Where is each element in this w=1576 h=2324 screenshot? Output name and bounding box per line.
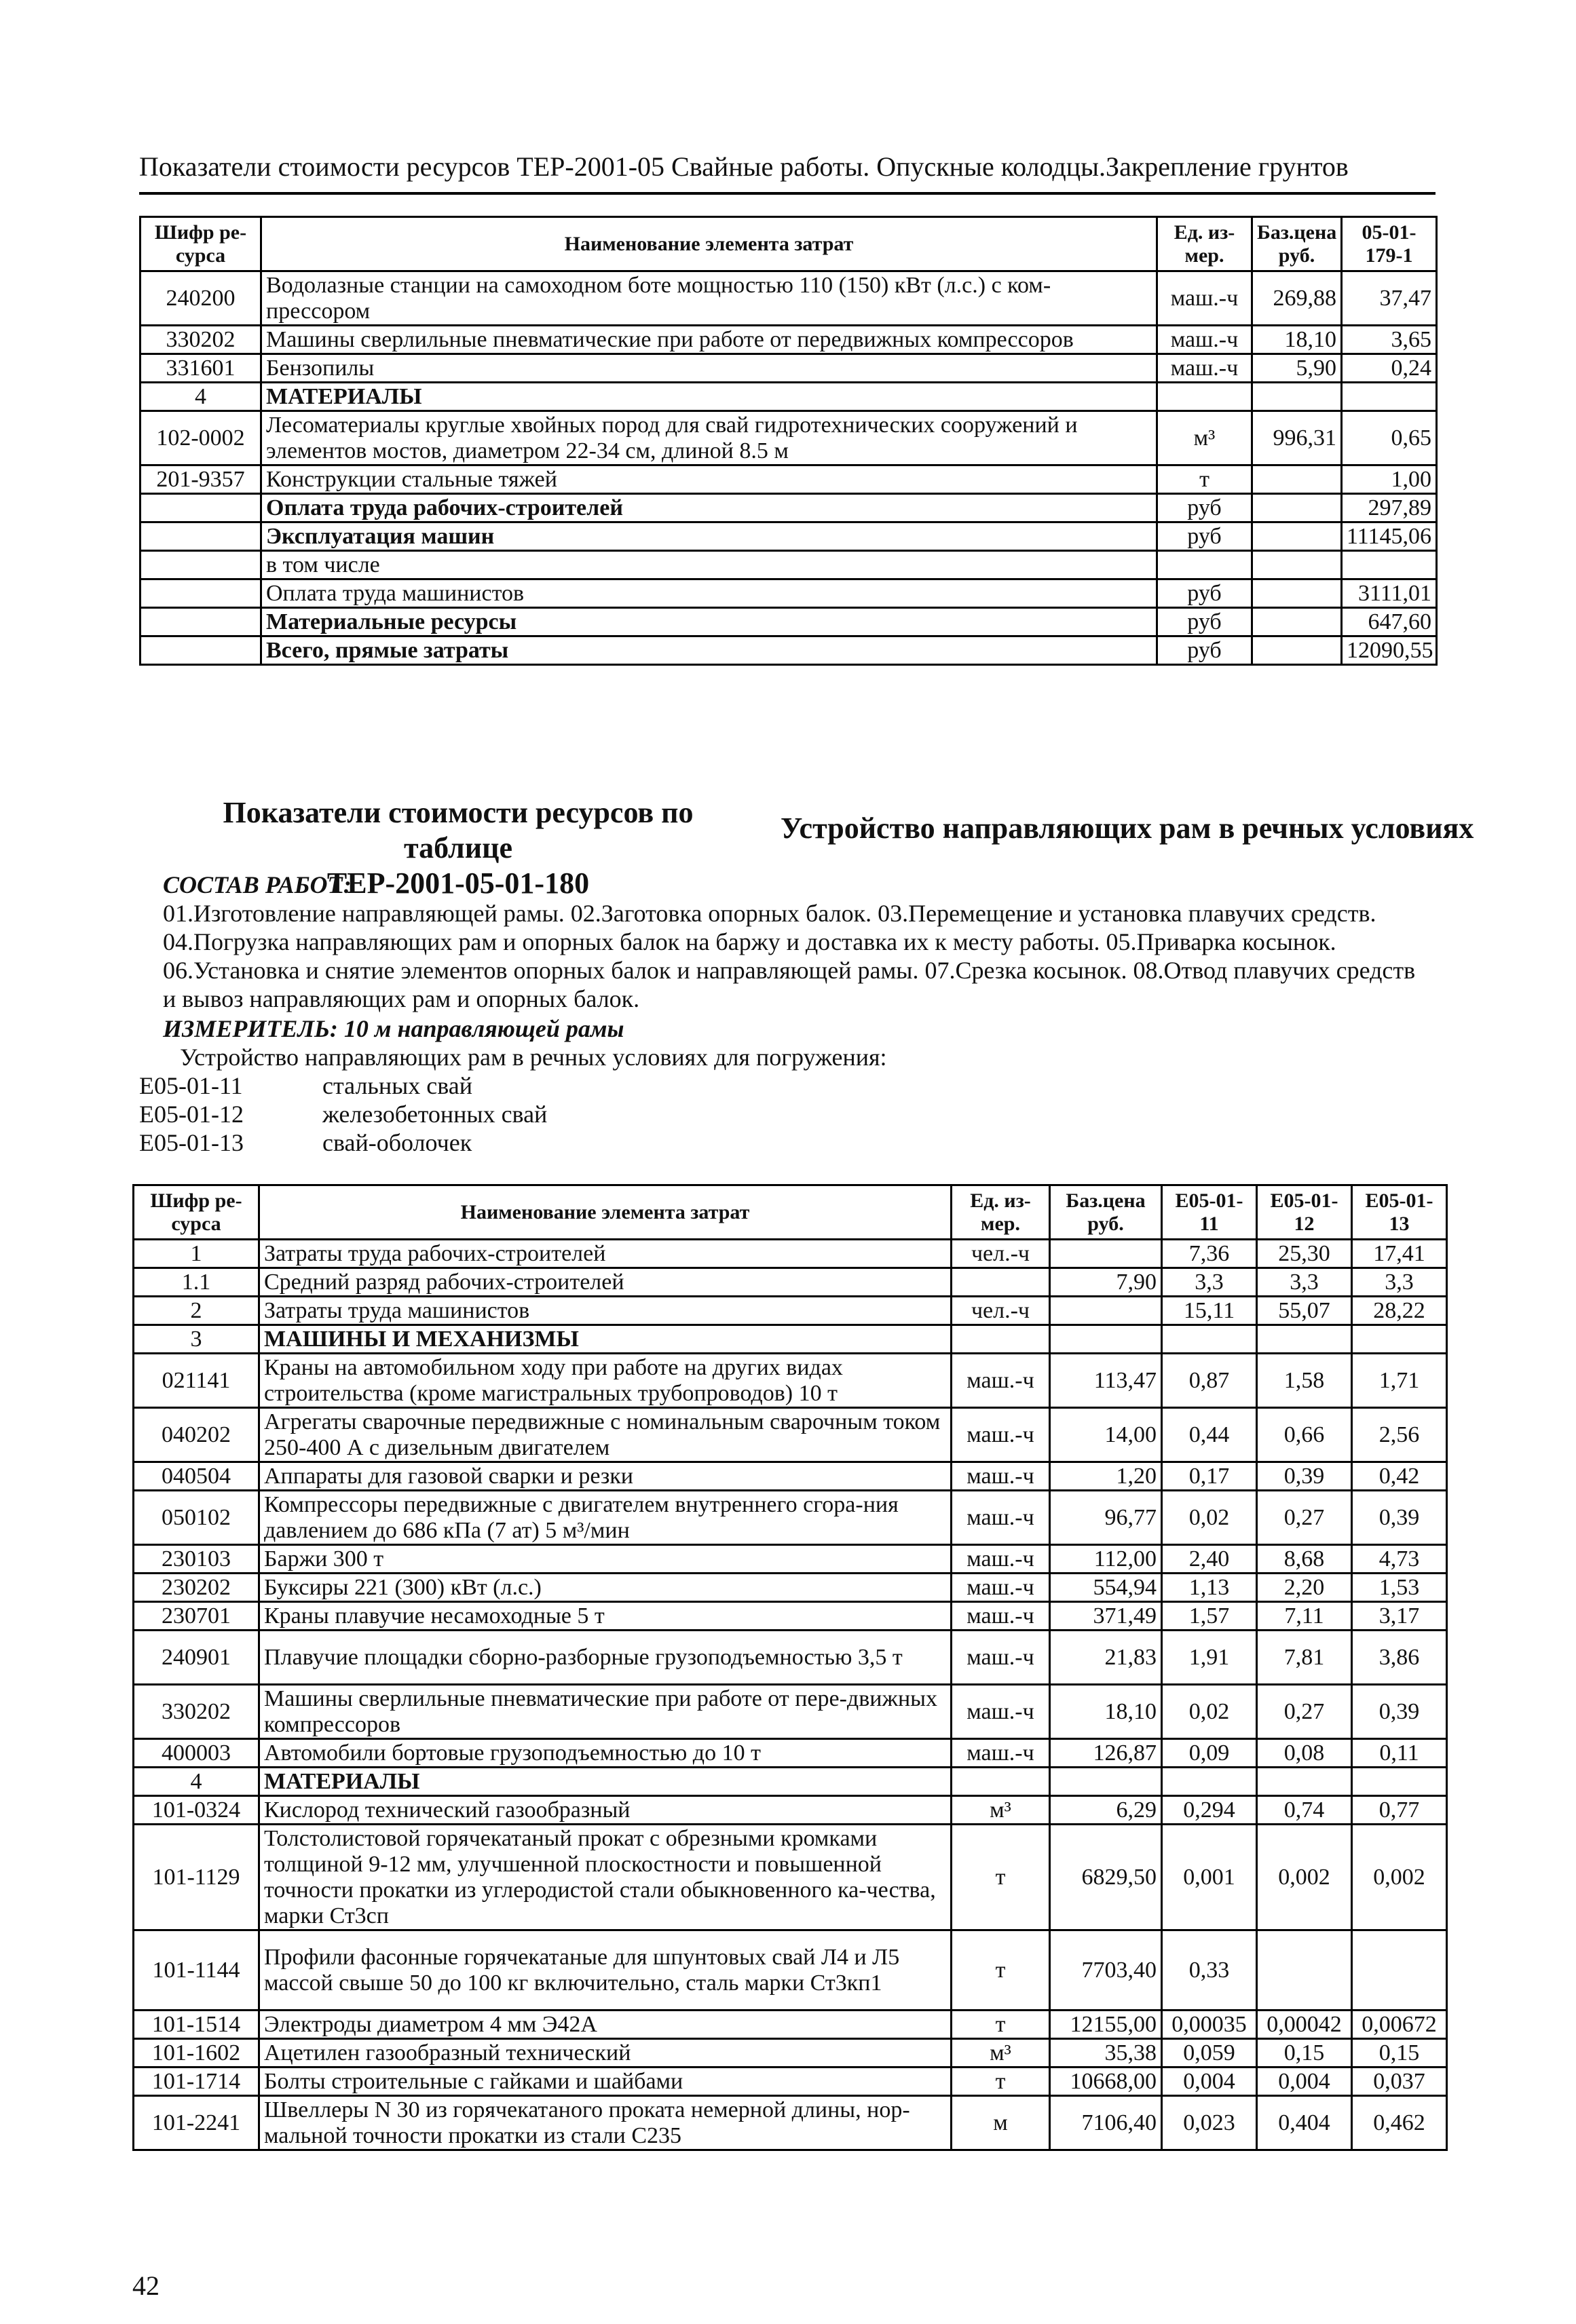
col-header-code: Шифр ре-сурса xyxy=(134,1185,259,1240)
cell-value-1: 1,00 xyxy=(1342,465,1437,494)
header-rule xyxy=(139,192,1436,195)
cell-value-1 xyxy=(1162,1325,1257,1354)
cell-code: 101-1129 xyxy=(134,1825,259,1930)
cell-name: МАТЕРИАЛЫ xyxy=(261,383,1157,411)
cell-value-3: 0,39 xyxy=(1352,1685,1447,1739)
cell-unit: маш.-ч xyxy=(952,1602,1050,1631)
cell-unit: м³ xyxy=(952,2039,1050,2068)
cell-value-1: 7,36 xyxy=(1162,1240,1257,1268)
cell-price xyxy=(1252,383,1342,411)
col-header-unit: Ед. из-мер. xyxy=(952,1185,1050,1240)
cell-unit: чел.-ч xyxy=(952,1240,1050,1268)
cell-value-3 xyxy=(1352,1768,1447,1796)
cell-price xyxy=(1252,551,1342,579)
cell-name: МАШИНЫ И МЕХАНИЗМЫ xyxy=(259,1325,952,1354)
cell-value-1: 0,09 xyxy=(1162,1739,1257,1768)
cell-price: 126,87 xyxy=(1050,1739,1162,1768)
col-header-name: Наименование элемента затрат xyxy=(259,1185,952,1240)
section-title-line1: Показатели стоимости ресурсов по таблице xyxy=(223,796,694,864)
resource-table-2 xyxy=(132,1184,1448,2151)
cell-price xyxy=(1252,465,1342,494)
table-row xyxy=(140,411,1437,465)
cell-unit: чел.-ч xyxy=(952,1297,1050,1325)
cell-value-3: 28,22 xyxy=(1352,1297,1447,1325)
cell-unit: маш.-ч xyxy=(952,1491,1050,1545)
cell-value-1: 1,91 xyxy=(1162,1631,1257,1685)
cell-value-2: 0,00042 xyxy=(1257,2011,1352,2039)
table-row xyxy=(140,522,1437,551)
cell-value-1: 0,44 xyxy=(1162,1408,1257,1462)
cell-unit: маш.-ч xyxy=(1157,271,1252,326)
sostav-line-4: и вывоз направляющих рам и опорных балок. xyxy=(163,985,640,1012)
cell-code: 230202 xyxy=(134,1574,259,1602)
cell-unit: маш.-ч xyxy=(952,1354,1050,1408)
cell-value-3: 0,002 xyxy=(1352,1825,1447,1930)
table-row xyxy=(140,636,1437,665)
cell-name: Баржи 300 т xyxy=(259,1545,952,1574)
cell-price: 18,10 xyxy=(1050,1685,1162,1739)
table-row xyxy=(134,1408,1447,1462)
cell-code: 101-1514 xyxy=(134,2011,259,2039)
cell-value-2: 2,20 xyxy=(1257,1574,1352,1602)
cell-price xyxy=(1252,636,1342,665)
cell-value-1: 1,13 xyxy=(1162,1574,1257,1602)
table-row xyxy=(134,2039,1447,2068)
cell-price: 18,10 xyxy=(1252,326,1342,354)
cell-unit xyxy=(1157,551,1252,579)
cell-code xyxy=(140,551,261,579)
cell-value-2 xyxy=(1257,1768,1352,1796)
cell-unit: м xyxy=(952,2096,1050,2150)
item-code-2: Е05-01-12 xyxy=(139,1101,244,1128)
cell-price: 10668,00 xyxy=(1050,2068,1162,2096)
cell-value-1 xyxy=(1342,383,1437,411)
col-header-e05-01-13: Е05-01-13 xyxy=(1352,1185,1447,1240)
cell-value-3: 3,86 xyxy=(1352,1631,1447,1685)
cell-code: 400003 xyxy=(134,1739,259,1768)
cell-name: Электроды диаметром 4 мм Э42А xyxy=(259,2011,952,2039)
cell-value-1: 0,02 xyxy=(1162,1491,1257,1545)
cell-code: 240200 xyxy=(140,271,261,326)
cell-code: 021141 xyxy=(134,1354,259,1408)
table-row xyxy=(134,1685,1447,1739)
table-row xyxy=(134,1796,1447,1825)
cell-unit xyxy=(952,1768,1050,1796)
cell-value-2: 0,39 xyxy=(1257,1462,1352,1491)
cell-code: 102-0002 xyxy=(140,411,261,465)
item-code-1: Е05-01-11 xyxy=(139,1072,243,1099)
resource-table-1 xyxy=(139,216,1438,666)
table-row xyxy=(134,1602,1447,1631)
col-header-e05-01-12: Е05-01-12 xyxy=(1257,1185,1352,1240)
table-row xyxy=(134,2011,1447,2039)
table-row xyxy=(134,1574,1447,1602)
cell-name: МАТЕРИАЛЫ xyxy=(259,1768,952,1796)
cell-unit: руб xyxy=(1157,608,1252,636)
cell-unit: руб xyxy=(1157,522,1252,551)
col-header-value: 05-01-179-1 xyxy=(1342,217,1437,271)
cell-code: 101-1714 xyxy=(134,2068,259,2096)
cell-value-1: 15,11 xyxy=(1162,1297,1257,1325)
table-row xyxy=(134,1631,1447,1685)
cell-unit: маш.-ч xyxy=(1157,354,1252,383)
table-row xyxy=(134,1768,1447,1796)
table-row xyxy=(134,1297,1447,1325)
cell-name: Краны на автомобильном ходу при работе на других видах строительства (кроме магистральных трубопроводов) 10 т xyxy=(259,1354,952,1408)
cell-value-1: 297,89 xyxy=(1342,494,1437,522)
cell-code: 2 xyxy=(134,1297,259,1325)
cell-value-2: 0,74 xyxy=(1257,1796,1352,1825)
cell-code: 101-2241 xyxy=(134,2096,259,2150)
table-row xyxy=(140,326,1437,354)
cell-price xyxy=(1252,522,1342,551)
cell-value-1 xyxy=(1162,1768,1257,1796)
cell-value-2: 0,404 xyxy=(1257,2096,1352,2150)
cell-price: 371,49 xyxy=(1050,1602,1162,1631)
table-row xyxy=(134,1930,1447,2011)
cell-unit: м³ xyxy=(1157,411,1252,465)
cell-code: 331601 xyxy=(140,354,261,383)
cell-value-3: 0,00672 xyxy=(1352,2011,1447,2039)
item-code-3: Е05-01-13 xyxy=(139,1129,244,1156)
cell-price: 112,00 xyxy=(1050,1545,1162,1574)
col-header-price: Баз.цена руб. xyxy=(1252,217,1342,271)
cell-name: Машины сверлильные пневматические при работе от пере-движных компрессоров xyxy=(259,1685,952,1739)
cell-value-1: 2,40 xyxy=(1162,1545,1257,1574)
cell-code: 1.1 xyxy=(134,1268,259,1297)
cell-value-3: 0,037 xyxy=(1352,2068,1447,2096)
page-number: 42 xyxy=(132,2270,160,2301)
cell-unit: маш.-ч xyxy=(952,1685,1050,1739)
item-text-3: свай-оболочек xyxy=(322,1129,472,1156)
cell-value-3 xyxy=(1352,1930,1447,2011)
sostav-line-1: 01.Изготовление направляющей рамы. 02.Заготовка опорных балок. 03.Перемещение и установка плавучих средств. xyxy=(163,900,1376,927)
cell-value-1: 0,004 xyxy=(1162,2068,1257,2096)
cell-value-1: 647,60 xyxy=(1342,608,1437,636)
cell-value-1: 0,87 xyxy=(1162,1354,1257,1408)
cell-name: Машины сверлильные пневматические при работе от передвижных компрессоров xyxy=(261,326,1157,354)
table-row xyxy=(134,1491,1447,1545)
cell-value-1: 37,47 xyxy=(1342,271,1437,326)
cell-value-3: 0,15 xyxy=(1352,2039,1447,2068)
table-row xyxy=(140,465,1437,494)
cell-value-3: 1,53 xyxy=(1352,1574,1447,1602)
cell-code xyxy=(140,608,261,636)
cell-name: Ацетилен газообразный технический xyxy=(259,2039,952,2068)
cell-price: 269,88 xyxy=(1252,271,1342,326)
cell-code: 050102 xyxy=(134,1491,259,1545)
cell-unit: маш.-ч xyxy=(952,1545,1050,1574)
cell-price: 113,47 xyxy=(1050,1354,1162,1408)
cell-value-3: 0,77 xyxy=(1352,1796,1447,1825)
cell-price: 12155,00 xyxy=(1050,2011,1162,2039)
cell-name: Лесоматериалы круглые хвойных пород для свай гидротехнических сооружений и элементов мостов, диаметром 22-34 см, длиной 8.5 м xyxy=(261,411,1157,465)
cell-price: 7,90 xyxy=(1050,1268,1162,1297)
cell-code: 4 xyxy=(140,383,261,411)
cell-unit: руб xyxy=(1157,494,1252,522)
cell-value-2: 0,002 xyxy=(1257,1825,1352,1930)
cell-name: Профили фасонные горячекатаные для шпунтовых свай Л4 и Л5 массой свыше 50 до 100 кг включительно, сталь марки Ст3кп1 xyxy=(259,1930,952,2011)
cell-unit: маш.-ч xyxy=(952,1739,1050,1768)
table-row xyxy=(134,2068,1447,2096)
cell-name: Затраты труда машинистов xyxy=(259,1297,952,1325)
cell-price: 7703,40 xyxy=(1050,1930,1162,2011)
cell-value-3: 0,11 xyxy=(1352,1739,1447,1768)
table-row xyxy=(140,551,1437,579)
cell-code: 201-9357 xyxy=(140,465,261,494)
cell-name: Кислород технический газообразный xyxy=(259,1796,952,1825)
cell-value-3: 17,41 xyxy=(1352,1240,1447,1268)
cell-code: 230103 xyxy=(134,1545,259,1574)
cell-price: 5,90 xyxy=(1252,354,1342,383)
cell-value-2: 55,07 xyxy=(1257,1297,1352,1325)
cell-value-1: 0,02 xyxy=(1162,1685,1257,1739)
cell-price: 6,29 xyxy=(1050,1796,1162,1825)
cell-price: 554,94 xyxy=(1050,1574,1162,1602)
cell-unit xyxy=(1157,383,1252,411)
table-row xyxy=(140,271,1437,326)
table-row xyxy=(140,383,1437,411)
cell-name: Аппараты для газовой сварки и резки xyxy=(259,1462,952,1491)
cell-value-1: 0,65 xyxy=(1342,411,1437,465)
cell-unit xyxy=(952,1325,1050,1354)
cell-name: Краны плавучие несамоходные 5 т xyxy=(259,1602,952,1631)
cell-value-1: 11145,06 xyxy=(1342,522,1437,551)
cell-price: 14,00 xyxy=(1050,1408,1162,1462)
cell-value-2: 0,27 xyxy=(1257,1491,1352,1545)
sostav-label: СОСТАВ РАБОТ: xyxy=(163,871,352,898)
cell-code: 040202 xyxy=(134,1408,259,1462)
izmeritel: ИЗМЕРИТЕЛЬ: 10 м направляющей рамы xyxy=(163,1015,624,1042)
cell-value-3: 1,71 xyxy=(1352,1354,1447,1408)
cell-name: Затраты труда рабочих-строителей xyxy=(259,1240,952,1268)
table-row xyxy=(140,494,1437,522)
item-text-1: стальных свай xyxy=(322,1072,473,1099)
cell-price xyxy=(1252,579,1342,608)
cell-value-1 xyxy=(1342,551,1437,579)
cell-name: Материальные ресурсы xyxy=(261,608,1157,636)
cell-value-1: 0,059 xyxy=(1162,2039,1257,2068)
cell-value-2: 7,81 xyxy=(1257,1631,1352,1685)
cell-value-1: 3,3 xyxy=(1162,1268,1257,1297)
table-row xyxy=(134,1545,1447,1574)
cell-name: Агрегаты сварочные передвижные с номинальным сварочным током 250-400 А с дизельным двигателем xyxy=(259,1408,952,1462)
sostav-line-2: 04.Погрузка направляющих рам и опорных балок на баржу и доставка их к месту работы. 05.Приварка косынок. xyxy=(163,928,1336,955)
cell-name: Толстолистовой горячекатаный прокат с обрезными кромками толщиной 9-12 мм, улучшенной плоскостности и повышенной точности прокатки из углеродистой стали обыкновенного ка-чества, марки Ст3сп xyxy=(259,1825,952,1930)
cell-name: Средний разряд рабочих-строителей xyxy=(259,1268,952,1297)
cell-name: Бензопилы xyxy=(261,354,1157,383)
cell-value-3: 0,42 xyxy=(1352,1462,1447,1491)
cell-price: 1,20 xyxy=(1050,1462,1162,1491)
cell-value-2 xyxy=(1257,1930,1352,2011)
cell-name: Эксплуатация машин xyxy=(261,522,1157,551)
cell-value-2: 8,68 xyxy=(1257,1545,1352,1574)
cell-code: 240901 xyxy=(134,1631,259,1685)
table-row xyxy=(134,1325,1447,1354)
cell-code: 101-0324 xyxy=(134,1796,259,1825)
cell-name: Плавучие площадки сборно-разборные грузоподъемностью 3,5 т xyxy=(259,1631,952,1685)
cell-value-3: 0,462 xyxy=(1352,2096,1447,2150)
cell-price xyxy=(1252,608,1342,636)
cell-name: Швеллеры N 30 из горячекатаного проката немерной длины, нор-мальной точности прокатки из стали С235 xyxy=(259,2096,952,2150)
cell-value-3: 0,39 xyxy=(1352,1491,1447,1545)
col-header-e05-01-11: Е05-01-11 xyxy=(1162,1185,1257,1240)
cell-value-2: 0,66 xyxy=(1257,1408,1352,1462)
cell-unit: руб xyxy=(1157,636,1252,665)
cell-name: Автомобили бортовые грузоподъемностью до 10 т xyxy=(259,1739,952,1768)
cell-value-2 xyxy=(1257,1325,1352,1354)
cell-price xyxy=(1252,494,1342,522)
table-row xyxy=(134,1462,1447,1491)
cell-value-2: 0,004 xyxy=(1257,2068,1352,2096)
cell-value-1: 0,00035 xyxy=(1162,2011,1257,2039)
cell-price: 6829,50 xyxy=(1050,1825,1162,1930)
cell-code: 040504 xyxy=(134,1462,259,1491)
table-row xyxy=(134,1268,1447,1297)
section-subtitle: Устройство направляющих рам в речных условиях xyxy=(781,812,1474,845)
col-header-code: Шифр ре-сурса xyxy=(140,217,261,271)
cell-unit: т xyxy=(952,1930,1050,2011)
table-row xyxy=(134,1825,1447,1930)
table-row xyxy=(134,1240,1447,1268)
cell-value-1: 3111,01 xyxy=(1342,579,1437,608)
cell-name: Компрессоры передвижные с двигателем внутреннего сгора-ния давлением до 686 кПа (7 ат) 5 м³/мин xyxy=(259,1491,952,1545)
cell-value-1: 0,24 xyxy=(1342,354,1437,383)
cell-value-2: 1,58 xyxy=(1257,1354,1352,1408)
cell-value-2: 25,30 xyxy=(1257,1240,1352,1268)
cell-value-1: 0,33 xyxy=(1162,1930,1257,2011)
cell-code xyxy=(140,636,261,665)
cell-code: 101-1602 xyxy=(134,2039,259,2068)
cell-value-1: 1,57 xyxy=(1162,1602,1257,1631)
cell-unit: руб xyxy=(1157,579,1252,608)
table-row xyxy=(140,608,1437,636)
cell-value-1: 12090,55 xyxy=(1342,636,1437,665)
col-header-name: Наименование элемента затрат xyxy=(261,217,1157,271)
cell-unit: т xyxy=(952,2011,1050,2039)
cell-unit: маш.-ч xyxy=(952,1631,1050,1685)
intro-text: Устройство направляющих рам в речных условиях для погружения: xyxy=(180,1044,887,1071)
cell-value-2: 0,27 xyxy=(1257,1685,1352,1739)
cell-value-2: 3,3 xyxy=(1257,1268,1352,1297)
cell-value-1: 3,65 xyxy=(1342,326,1437,354)
table-row xyxy=(134,2096,1447,2150)
cell-price: 35,38 xyxy=(1050,2039,1162,2068)
col-header-unit: Ед. из-мер. xyxy=(1157,217,1252,271)
cell-price: 21,83 xyxy=(1050,1631,1162,1685)
cell-value-3: 3,3 xyxy=(1352,1268,1447,1297)
running-header: Показатели стоимости ресурсов ТЕР-2001-05 Свайные работы. Опускные колодцы.Закрепление грунтов xyxy=(139,151,1349,182)
cell-name: Всего, прямые затраты xyxy=(261,636,1157,665)
cell-price xyxy=(1050,1240,1162,1268)
cell-value-1: 0,023 xyxy=(1162,2096,1257,2150)
cell-unit: маш.-ч xyxy=(952,1408,1050,1462)
cell-price xyxy=(1050,1297,1162,1325)
cell-name: Болты строительные с гайками и шайбами xyxy=(259,2068,952,2096)
cell-unit: т xyxy=(1157,465,1252,494)
cell-name: в том числе xyxy=(261,551,1157,579)
cell-name: Оплата труда рабочих-строителей xyxy=(261,494,1157,522)
cell-code: 1 xyxy=(134,1240,259,1268)
cell-price xyxy=(1050,1325,1162,1354)
cell-name: Конструкции стальные тяжей xyxy=(261,465,1157,494)
cell-unit: маш.-ч xyxy=(952,1574,1050,1602)
cell-price xyxy=(1050,1768,1162,1796)
cell-price: 96,77 xyxy=(1050,1491,1162,1545)
cell-code: 230701 xyxy=(134,1602,259,1631)
item-text-2: железобетонных свай xyxy=(322,1101,548,1128)
sostav-line-3: 06.Установка и снятие элементов опорных балок и направляющей рамы. 07.Срезка косынок. 08.Отвод плавучих средств xyxy=(163,957,1416,984)
cell-unit: м³ xyxy=(952,1796,1050,1825)
cell-name: Буксиры 221 (300) кВт (л.с.) xyxy=(259,1574,952,1602)
section-title-line2: ТЕР-2001-05-01-180 xyxy=(326,866,590,900)
cell-value-2: 0,15 xyxy=(1257,2039,1352,2068)
cell-code xyxy=(140,579,261,608)
cell-value-3: 4,73 xyxy=(1352,1545,1447,1574)
cell-name: Оплата труда машинистов xyxy=(261,579,1157,608)
cell-value-1: 0,001 xyxy=(1162,1825,1257,1930)
cell-value-1: 0,294 xyxy=(1162,1796,1257,1825)
cell-value-3: 3,17 xyxy=(1352,1602,1447,1631)
col-header-price: Баз.цена руб. xyxy=(1050,1185,1162,1240)
cell-value-1: 0,17 xyxy=(1162,1462,1257,1491)
cell-code: 330202 xyxy=(134,1685,259,1739)
cell-value-2: 7,11 xyxy=(1257,1602,1352,1631)
cell-code: 330202 xyxy=(140,326,261,354)
cell-name: Водолазные станции на самоходном боте мощностью 110 (150) кВт (л.с.) с ком-прессором xyxy=(261,271,1157,326)
table-row xyxy=(140,354,1437,383)
cell-code xyxy=(140,522,261,551)
cell-value-2: 0,08 xyxy=(1257,1739,1352,1768)
cell-value-3 xyxy=(1352,1325,1447,1354)
cell-code: 4 xyxy=(134,1768,259,1796)
cell-unit: маш.-ч xyxy=(1157,326,1252,354)
cell-code xyxy=(140,494,261,522)
cell-unit xyxy=(952,1268,1050,1297)
cell-code: 3 xyxy=(134,1325,259,1354)
cell-unit: маш.-ч xyxy=(952,1462,1050,1491)
cell-unit: т xyxy=(952,1825,1050,1930)
cell-price: 7106,40 xyxy=(1050,2096,1162,2150)
table-row xyxy=(134,1739,1447,1768)
cell-unit: т xyxy=(952,2068,1050,2096)
cell-code: 101-1144 xyxy=(134,1930,259,2011)
cell-value-3: 2,56 xyxy=(1352,1408,1447,1462)
table-row xyxy=(134,1354,1447,1408)
cell-price: 996,31 xyxy=(1252,411,1342,465)
table-row xyxy=(140,579,1437,608)
